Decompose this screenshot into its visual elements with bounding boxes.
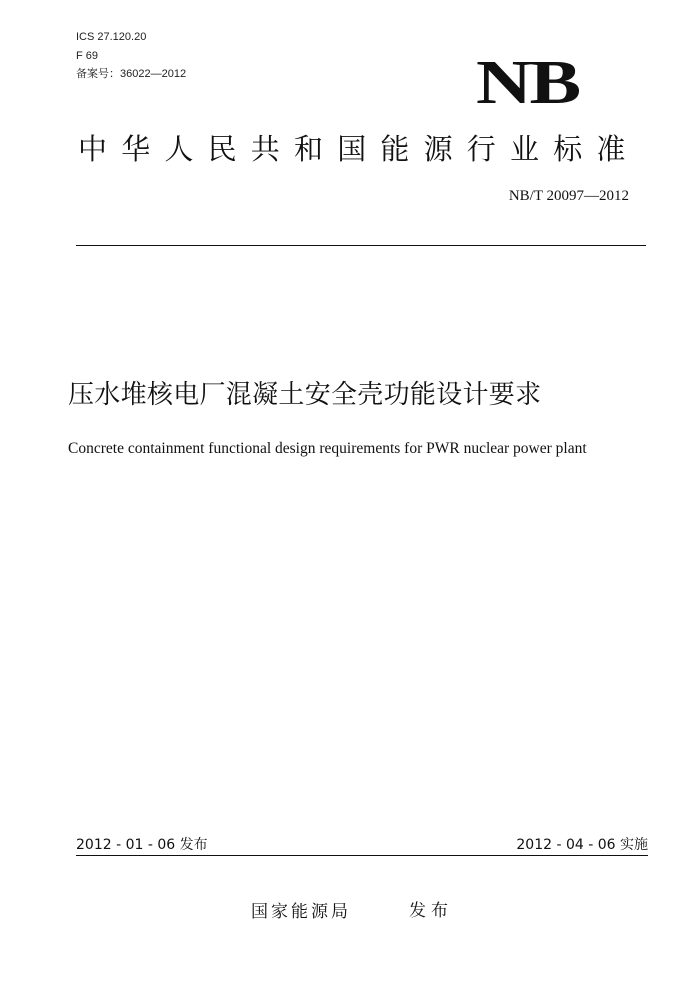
ics-code: ICS 27.120.20 [76, 31, 147, 43]
issue-date: 2012 - 01 - 06 发布 [76, 837, 208, 853]
record-number: 备案号：36022—2012 [76, 68, 187, 80]
document-title-cn: 压水堆核电厂混凝土安全壳功能设计要求 [68, 380, 542, 410]
header-divider [76, 245, 646, 246]
nb-logo-text: NB [476, 49, 579, 117]
date-divider [76, 855, 648, 856]
publisher-name: 国家能源局 [251, 902, 351, 922]
implementation-date: 2012 - 04 - 06 实施 [516, 837, 648, 853]
classification-code: F 69 [76, 50, 99, 62]
standard-number: NB/T 20097—2012 [508, 188, 629, 204]
org-title: 中华人民共和国能源行业标准 [78, 132, 640, 166]
nb-logo [476, 49, 579, 117]
document-title-en: Concrete containment functional design requirements for PWR nuclear power plant [68, 440, 587, 457]
publish-label: 发布 [409, 901, 453, 921]
